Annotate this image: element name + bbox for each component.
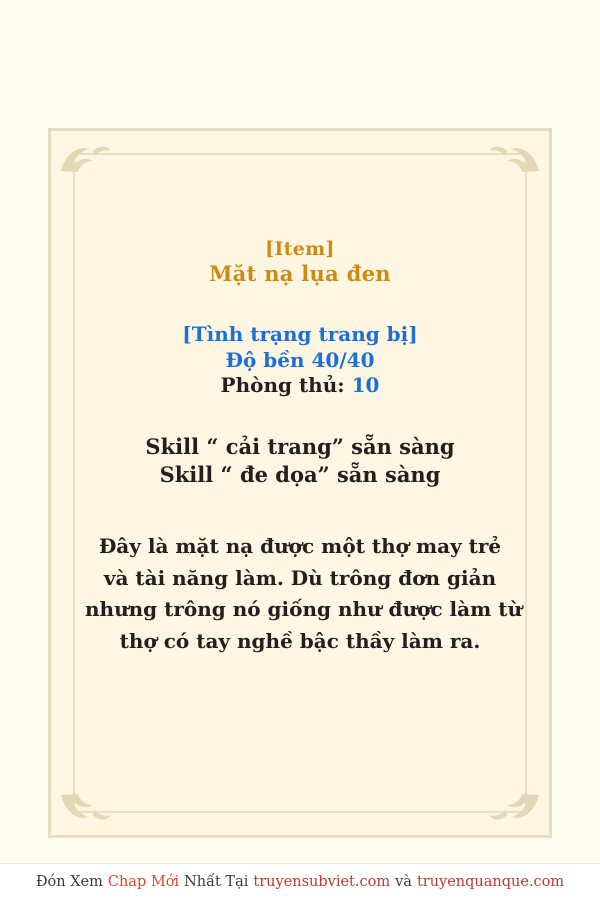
item-card-content [51,237,549,656]
defense-label: Phòng thủ: [220,373,345,398]
footer-site-link-1[interactable]: truyensubviet.com [253,874,391,890]
spacer [85,288,515,322]
item-name: Mặt nạ lụa đen [209,261,391,287]
item-description [85,533,523,655]
description-line: thợ có tay nghề bậc thầy làm ra. [119,629,481,653]
footer-site-link-2[interactable]: truyenquanque.com [416,874,565,890]
site-watermark-footer [0,863,600,900]
footer-highlight: Chap Mới [107,874,180,890]
footer-middle: Nhất Tại [184,874,249,890]
equipment-status [85,322,515,399]
defense-value: 10 [351,373,380,398]
item-header [85,237,515,288]
skill-list [85,433,515,489]
status-tag: [Tình trạng trang bị] [182,322,418,347]
footer-and: và [395,874,412,890]
skill-item: Skill “ đe dọa” sẵn sàng [159,462,441,488]
item-status-panel [48,128,552,838]
description-line: và tài năng làm. Dù trông đơn giản [103,565,497,590]
spacer [85,489,515,529]
spacer [85,399,515,433]
footer-prefix: Đón Xem [35,874,103,890]
durability-value: Độ bền 40/40 [225,347,375,372]
item-tag: [Item] [265,238,335,260]
description-line: Đây là mặt nạ được một thợ may trẻ [98,534,502,559]
skill-item: Skill “ cải trang” sẵn sàng [145,433,455,459]
description-line: nhưng trông nó giống như được làm từ [85,597,523,622]
defense-row [85,373,515,399]
